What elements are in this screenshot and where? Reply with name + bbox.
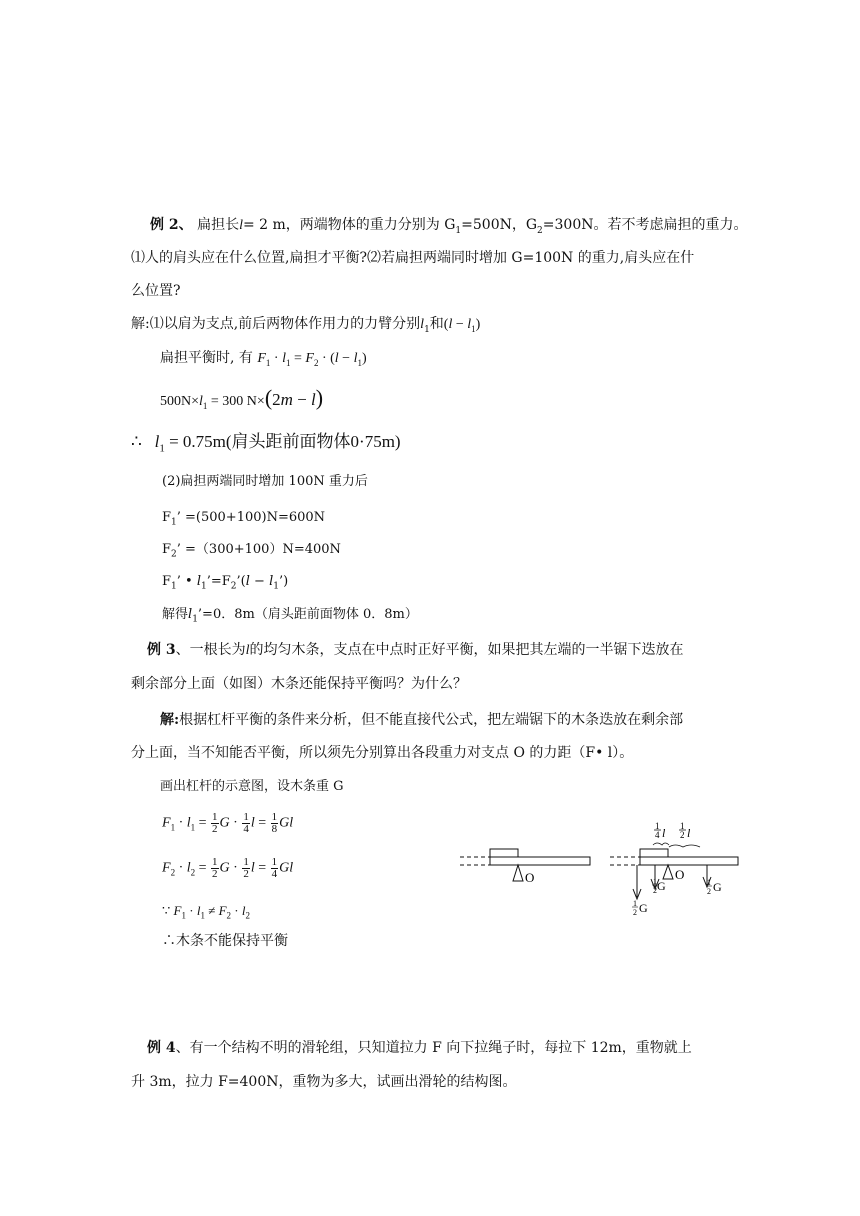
- ex2-label: 例 2、: [150, 217, 193, 233]
- ex3-eq2: $F_2 \cdot l_2$ = $\frac{1}{2}$ G · $\frac{1}{2}$ l = $\frac{1}{4}$ Gl: [162, 856, 294, 880]
- svg-text:l: l: [662, 826, 666, 840]
- svg-text:4: 4: [655, 830, 660, 840]
- ex3-line1: 例 3、一根长为l的均匀木条，支点在中点时正好平衡，如果把其左端的一半锯下迭放在: [147, 642, 684, 658]
- ex2-line1: 例 2、 扁担长l= 2 m，两端物体的重力分别为 $G_1=500N$，$G_2=300N$。若不考虑扁担的重力。: [150, 217, 748, 236]
- ex2-f2: $F_2$’ =（300+100）N=400N: [162, 542, 341, 560]
- ex4-line1: 例 4、有一个结构不明的滑轮组，只知道拉力 F 向下拉绳子时，每拉下 12m，重物就上: [147, 1040, 692, 1056]
- ex2-equation: $500N\times l_1 = 300$ N×(2m − l): [160, 385, 324, 411]
- svg-text:l: l: [687, 826, 691, 840]
- ex2-line3: 么位置?: [131, 283, 181, 299]
- ex3-label: 例 3: [147, 642, 176, 658]
- ex2-f1: $F_1$’ =(500+100)N=600N: [162, 510, 326, 528]
- ex2-part2: (2)扁担两端同时增加 100N 重力后: [162, 474, 368, 489]
- ex4-line2: 升 3m，拉力 F=400N，重物为多大，试画出滑轮的结构图。: [131, 1074, 517, 1090]
- svg-text:G: G: [713, 880, 722, 894]
- ex2-solution: 解:⑴以肩为支点,前后两物体作用力的力臂分别$l_1$和$(l - l_1)$: [131, 316, 481, 335]
- svg-text:1: 1: [633, 899, 637, 908]
- ex3-eq1: $F_1 \cdot l_1$ = $\frac{1}{2}$ G · $\frac{1}{4}$ l = $\frac{1}{8}$ Gl: [162, 811, 294, 835]
- ex3-line2: 剩余部分上面（如图）木条还能保持平衡吗？为什么？: [131, 676, 467, 692]
- ex4-label: 例 4: [147, 1040, 176, 1056]
- svg-text:1: 1: [707, 878, 711, 887]
- ex2-line2: ⑴人的肩头应在什么位置,扁担才平衡?⑵若扁担两端同时增加 G=100N 的重力,肩头应在什: [131, 250, 695, 266]
- ex3-conclusion: ∴木条不能保持平衡: [162, 933, 288, 949]
- ex2-result: ∴ $l_1 = 0.75m$(肩头距前面物体0·75m): [131, 432, 401, 455]
- svg-text:G: G: [639, 901, 648, 915]
- svg-text:1: 1: [680, 821, 685, 831]
- svg-text:2: 2: [680, 830, 685, 840]
- lever-figure-right: [605, 815, 745, 925]
- ex3-neq: ∵ $F_1 \cdot l_1 \ne F_2 \cdot l_2$: [162, 903, 251, 921]
- ex3-sol1: 解:根据杠杆平衡的条件来分析，但不能直接代公式，把左端锯下的木条迭放在剩余部: [160, 712, 684, 728]
- fulcrum-label: O: [525, 870, 535, 885]
- svg-text:2: 2: [707, 887, 711, 896]
- svg-text:O: O: [675, 867, 685, 882]
- ex3-draw: 画出杠杆的示意图，设木条重 G: [160, 779, 344, 794]
- ex2-f-equation: $F_1$’ • $l_1’=F_2’(l$ − $l_1$’): [162, 574, 289, 592]
- svg-text:G: G: [657, 879, 666, 893]
- lever-figure-left: [455, 840, 595, 890]
- ex3-sol2: 分上面，当不知能否平衡，所以须先分别算出各段重力对支点 O 的力距（F• l）。: [131, 745, 634, 761]
- svg-text:2: 2: [653, 886, 657, 895]
- svg-text:2: 2: [633, 908, 637, 917]
- ex2-solve: 解得$l_1’=0$．8m（肩头距前面物体 0．8m）: [162, 607, 418, 625]
- svg-text:1: 1: [653, 877, 657, 886]
- ex2-balance: 扁担平衡时, 有 $F_1 \cdot l_1 = F_2 \cdot (l - l_1)$: [160, 350, 367, 368]
- svg-text:1: 1: [655, 821, 660, 831]
